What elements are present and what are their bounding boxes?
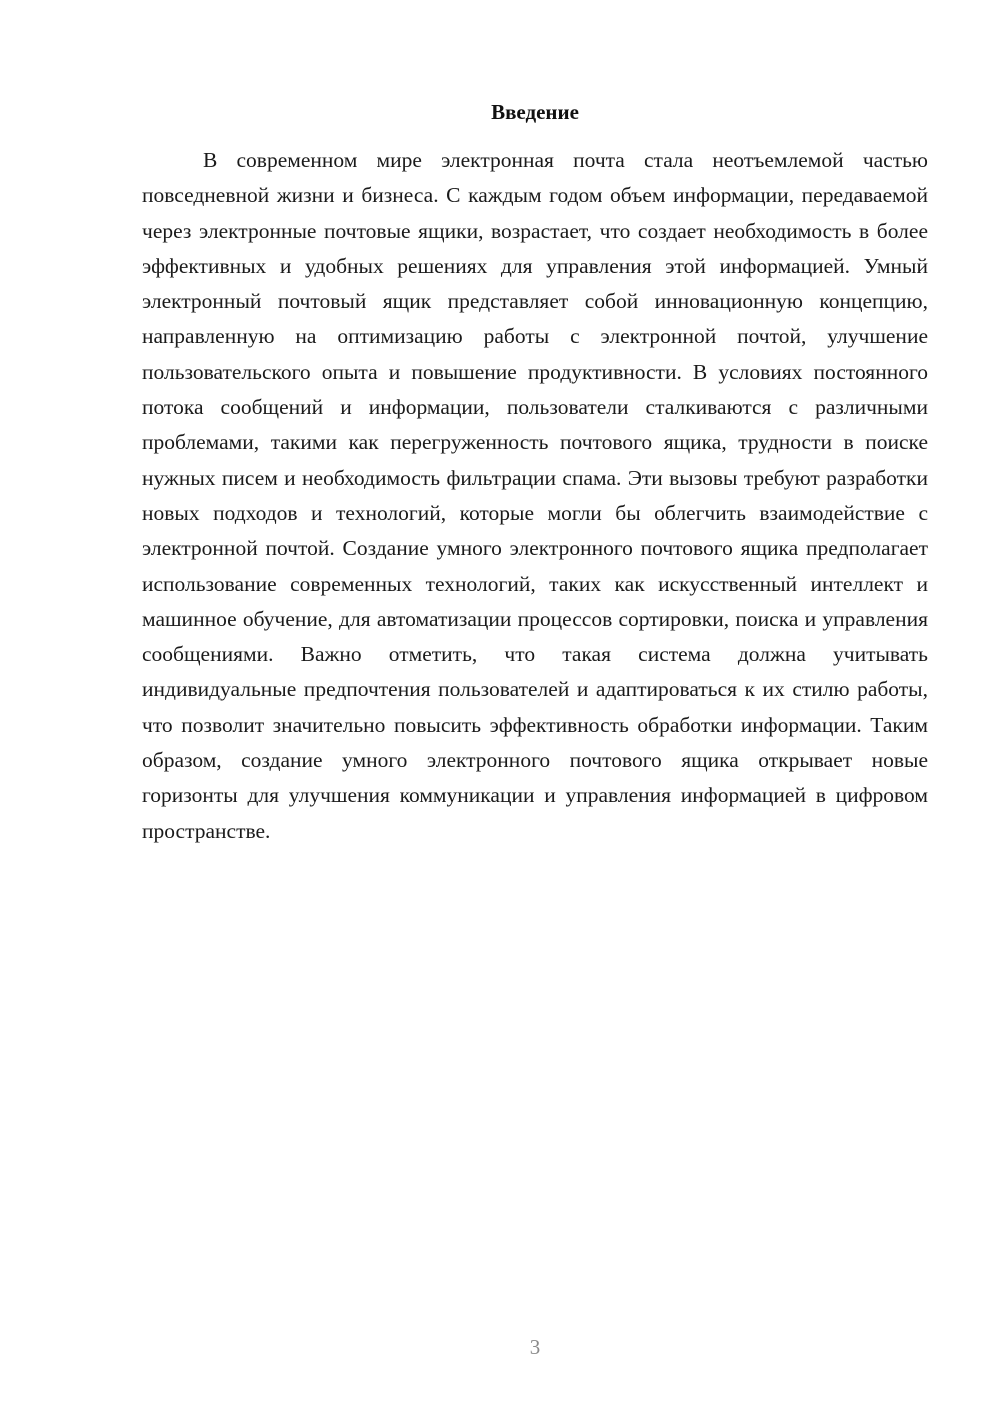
section-heading: Введение [491,100,579,124]
page-number: 3 [529,1335,541,1359]
introduction-paragraph: В современном мире электронная почта стала неотъемлемой частью повседневной жизни и бизнеса. С каждым годом объем информации, передаваемой через электронные почтовые ящики, возрастает, что создает необходимость в более эффективных и удобных решениях для управления этой информацией. Умный электронный почтовый ящик представляет собой инновационную концепцию, направленную на оптимизацию работы с электронной почтой, улучшение пользовательского опыта и повышение продуктивности. В условиях постоянного потока сообщений и информации, пользователи сталкиваются с различными проблемами, такими как перегруженность почтового ящика, трудности в поиске нужных писем и необходимость фильтрации спама. Эти вызовы требуют разработки новых подходов и технологий, которые могли бы облегчить взаимодействие с электронной почтой. Создание умного электронного почтового ящика предполагает использование современных технологий, таких как искусственный интеллект и машинное обучение, для автоматизации процессов сортировки, поиска и управления сообщениями. Важно отметить, что такая система должна учитывать индивидуальные предпочтения пользователей и адаптироваться к их стилю работы, что позволит значительно повысить эффективность обработки информации. Таким образом, создание умного электронного почтового ящика открывает новые горизонты для улучшения коммуникации и управления информацией в цифровом пространстве. [142,148,928,843]
